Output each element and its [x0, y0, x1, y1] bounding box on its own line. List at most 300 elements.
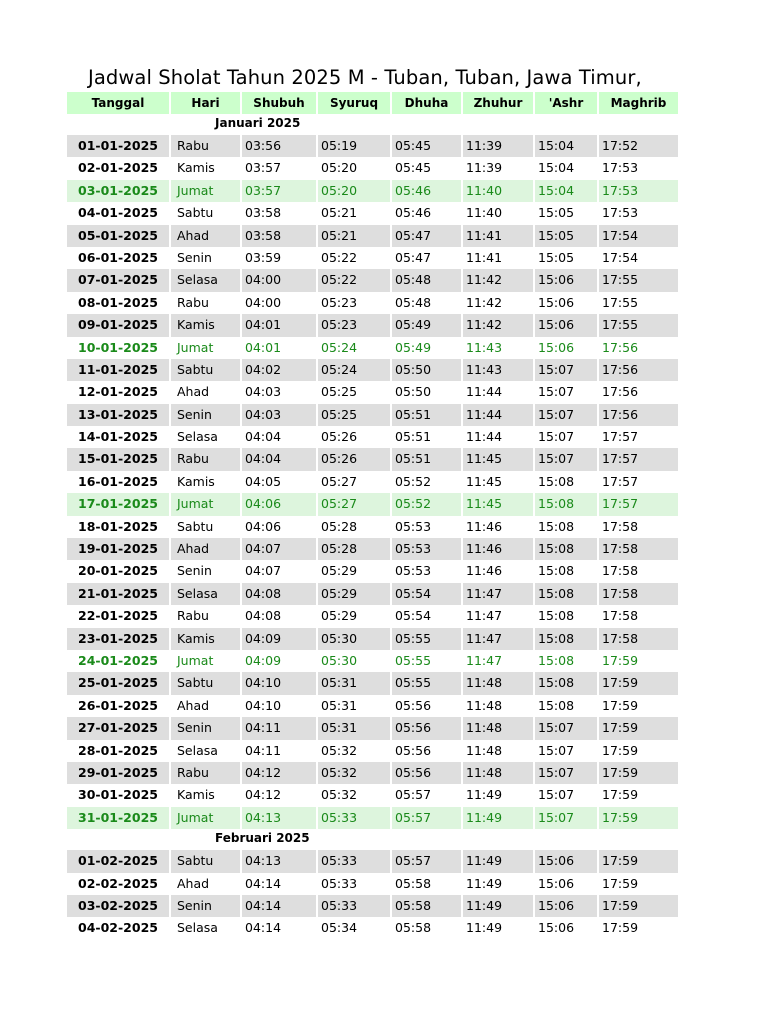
table-row	[67, 873, 678, 895]
dhuha-cell: 05:57	[392, 850, 463, 872]
date-cell: 02-02-2025	[67, 873, 171, 895]
maghrib-cell: 17:59	[599, 895, 678, 917]
day-cell: Ahad	[171, 538, 242, 560]
maghrib-cell: 17:59	[602, 787, 639, 803]
header-ashr: 'Ashr	[535, 92, 599, 114]
maghrib-cell: 17:59	[599, 717, 678, 739]
syuruq-cell: 05:33	[318, 873, 392, 895]
syuruq-cell: 05:23	[318, 292, 392, 314]
dhuha-cell: 05:51	[392, 404, 463, 426]
date-cell: 01-02-2025	[67, 850, 171, 872]
day-cell: Sabtu	[171, 516, 242, 538]
zhuhur-cell: 11:49	[463, 917, 535, 939]
day-cell: Selasa	[171, 583, 242, 605]
syuruq-cell: 05:33	[318, 807, 392, 829]
dhuha-cell: 05:58	[392, 895, 463, 917]
zhuhur-cell: 11:43	[463, 337, 535, 359]
day-cell: Senin	[171, 247, 242, 269]
syuruq-cell: 05:23	[318, 314, 392, 336]
syuruq-cell: 05:20	[318, 180, 392, 202]
maghrib-cell: 17:56	[599, 359, 678, 381]
maghrib-cell: 17:53	[602, 205, 639, 221]
date-cell: 17-01-2025	[67, 493, 171, 515]
zhuhur-cell: 11:48	[463, 717, 535, 739]
zhuhur-cell: 11:42	[463, 269, 535, 291]
ashr-cell: 15:07	[535, 784, 599, 806]
ashr-cell: 15:07	[535, 448, 599, 470]
month-label: Februari 2025	[215, 831, 310, 846]
ashr-cell: 15:05	[535, 225, 599, 247]
zhuhur-cell: 11:47	[463, 583, 535, 605]
ashr-cell: 15:05	[535, 247, 599, 269]
day-cell: Jumat	[171, 493, 242, 515]
table-row	[67, 628, 678, 650]
shubuh-cell: 04:08	[242, 583, 318, 605]
maghrib-cell: 17:58	[599, 583, 678, 605]
shubuh-cell: 04:09	[242, 650, 318, 672]
zhuhur-cell: 11:44	[463, 426, 535, 448]
table-header-row	[67, 92, 678, 114]
ashr-cell: 15:06	[535, 337, 599, 359]
day-cell: Kamis	[171, 628, 242, 650]
table-row	[67, 225, 678, 247]
table-row	[67, 426, 678, 448]
maghrib-cell: 17:59	[602, 875, 639, 891]
date-cell: 01-01-2025	[67, 135, 171, 157]
dhuha-cell: 05:47	[392, 247, 463, 269]
syuruq-cell: 05:21	[318, 225, 392, 247]
syuruq-cell: 05:32	[318, 740, 392, 762]
date-cell: 22-01-2025	[67, 605, 171, 627]
dhuha-cell: 05:58	[392, 917, 463, 939]
dhuha-cell: 05:55	[392, 628, 463, 650]
shubuh-cell: 04:11	[242, 717, 318, 739]
maghrib-cell: 17:59	[599, 807, 678, 829]
date-cell: 02-01-2025	[67, 157, 171, 179]
date-cell: 03-01-2025	[67, 180, 171, 202]
maghrib-cell: 17:56	[602, 339, 639, 355]
ashr-cell: 15:04	[535, 135, 599, 157]
syuruq-cell: 05:26	[318, 448, 392, 470]
dhuha-cell: 05:50	[392, 381, 463, 403]
table-row	[67, 850, 678, 872]
maghrib-cell: 17:58	[602, 518, 639, 534]
header-syuruq: Syuruq	[318, 92, 392, 114]
table-row	[67, 448, 678, 470]
shubuh-cell: 04:04	[242, 448, 318, 470]
maghrib-cell: 17:53	[602, 160, 639, 176]
zhuhur-cell: 11:47	[463, 650, 535, 672]
ashr-cell: 15:08	[535, 538, 599, 560]
ashr-cell: 15:08	[535, 605, 599, 627]
ashr-cell: 15:07	[535, 359, 599, 381]
day-cell: Kamis	[171, 314, 242, 336]
shubuh-cell: 04:07	[242, 560, 318, 582]
maghrib-cell: 17:58	[602, 608, 639, 624]
shubuh-cell: 04:13	[242, 807, 318, 829]
dhuha-cell: 05:48	[392, 269, 463, 291]
table-row	[67, 784, 678, 806]
table-row	[67, 493, 678, 515]
maghrib-cell: 17:55	[599, 314, 678, 336]
syuruq-cell: 05:30	[318, 628, 392, 650]
zhuhur-cell: 11:48	[463, 695, 535, 717]
maghrib-cell: 17:57	[599, 493, 678, 515]
ashr-cell: 15:06	[535, 873, 599, 895]
zhuhur-cell: 11:47	[463, 628, 535, 650]
table-row	[67, 157, 678, 179]
dhuha-cell: 05:56	[392, 740, 463, 762]
day-cell: Rabu	[171, 448, 242, 470]
day-cell: Sabtu	[171, 359, 242, 381]
day-cell: Sabtu	[171, 202, 242, 224]
ashr-cell: 15:07	[535, 404, 599, 426]
dhuha-cell: 05:45	[392, 135, 463, 157]
ashr-cell: 15:08	[535, 516, 599, 538]
syuruq-cell: 05:31	[318, 695, 392, 717]
dhuha-cell: 05:54	[392, 583, 463, 605]
date-cell: 29-01-2025	[67, 762, 171, 784]
shubuh-cell: 03:59	[242, 247, 318, 269]
day-cell: Rabu	[171, 605, 242, 627]
ashr-cell: 15:08	[535, 471, 599, 493]
shubuh-cell: 04:05	[242, 471, 318, 493]
header-maghrib: Maghrib	[599, 92, 678, 114]
maghrib-cell: 17:59	[602, 742, 639, 758]
maghrib-cell: 17:56	[602, 384, 639, 400]
day-cell: Rabu	[171, 762, 242, 784]
zhuhur-cell: 11:46	[463, 538, 535, 560]
syuruq-cell: 05:34	[318, 917, 392, 939]
syuruq-cell: 05:26	[318, 426, 392, 448]
date-cell: 07-01-2025	[67, 269, 171, 291]
shubuh-cell: 03:57	[242, 157, 318, 179]
table-body	[67, 114, 678, 940]
zhuhur-cell: 11:41	[463, 247, 535, 269]
dhuha-cell: 05:52	[392, 471, 463, 493]
table-row	[67, 717, 678, 739]
zhuhur-cell: 11:48	[463, 740, 535, 762]
date-cell: 19-01-2025	[67, 538, 171, 560]
day-cell: Senin	[171, 717, 242, 739]
date-cell: 23-01-2025	[67, 628, 171, 650]
dhuha-cell: 05:51	[392, 448, 463, 470]
table-row	[67, 337, 678, 359]
shubuh-cell: 04:03	[242, 404, 318, 426]
table-row	[67, 404, 678, 426]
day-cell: Rabu	[171, 292, 242, 314]
table-row	[67, 895, 678, 917]
shubuh-cell: 04:04	[242, 426, 318, 448]
shubuh-cell: 04:06	[242, 493, 318, 515]
maghrib-cell: 17:54	[599, 225, 678, 247]
table-row	[67, 135, 678, 157]
dhuha-cell: 05:58	[392, 873, 463, 895]
prayer-schedule-table	[67, 92, 678, 940]
syuruq-cell: 05:22	[318, 269, 392, 291]
day-cell: Ahad	[171, 873, 242, 895]
dhuha-cell: 05:45	[392, 157, 463, 179]
ashr-cell: 15:07	[535, 807, 599, 829]
zhuhur-cell: 11:42	[463, 314, 535, 336]
zhuhur-cell: 11:39	[463, 135, 535, 157]
shubuh-cell: 04:11	[242, 740, 318, 762]
syuruq-cell: 05:24	[318, 359, 392, 381]
dhuha-cell: 05:55	[392, 672, 463, 694]
syuruq-cell: 05:29	[318, 605, 392, 627]
table-row	[67, 762, 678, 784]
maghrib-cell: 17:59	[602, 697, 639, 713]
table-row	[67, 740, 678, 762]
maghrib-cell: 17:59	[599, 850, 678, 872]
dhuha-cell: 05:56	[392, 717, 463, 739]
zhuhur-cell: 11:44	[463, 381, 535, 403]
shubuh-cell: 04:12	[242, 784, 318, 806]
zhuhur-cell: 11:49	[463, 807, 535, 829]
shubuh-cell: 04:08	[242, 605, 318, 627]
maghrib-cell: 17:57	[602, 429, 639, 445]
ashr-cell: 15:04	[535, 157, 599, 179]
table-row	[67, 672, 678, 694]
zhuhur-cell: 11:39	[463, 157, 535, 179]
day-cell: Ahad	[171, 225, 242, 247]
maghrib-cell: 17:54	[602, 249, 639, 265]
zhuhur-cell: 11:46	[463, 516, 535, 538]
day-cell: Selasa	[171, 740, 242, 762]
date-cell: 20-01-2025	[67, 560, 171, 582]
ashr-cell: 15:06	[535, 917, 599, 939]
ashr-cell: 15:08	[535, 650, 599, 672]
syuruq-cell: 05:25	[318, 404, 392, 426]
zhuhur-cell: 11:48	[463, 672, 535, 694]
header-tanggal: Tanggal	[67, 92, 171, 114]
zhuhur-cell: 11:40	[463, 202, 535, 224]
ashr-cell: 15:06	[535, 895, 599, 917]
shubuh-cell: 04:06	[242, 516, 318, 538]
table-row	[67, 359, 678, 381]
syuruq-cell: 05:28	[318, 538, 392, 560]
date-cell: 08-01-2025	[67, 292, 171, 314]
header-zhuhur: Zhuhur	[463, 92, 535, 114]
zhuhur-cell: 11:43	[463, 359, 535, 381]
syuruq-cell: 05:22	[318, 247, 392, 269]
date-cell: 13-01-2025	[67, 404, 171, 426]
syuruq-cell: 05:27	[318, 471, 392, 493]
day-cell: Selasa	[171, 269, 242, 291]
shubuh-cell: 04:14	[242, 873, 318, 895]
date-cell: 31-01-2025	[67, 807, 171, 829]
dhuha-cell: 05:50	[392, 359, 463, 381]
table-row	[67, 695, 678, 717]
date-cell: 11-01-2025	[67, 359, 171, 381]
shubuh-cell: 03:57	[242, 180, 318, 202]
ashr-cell: 15:08	[535, 560, 599, 582]
day-cell: Ahad	[171, 695, 242, 717]
syuruq-cell: 05:31	[318, 672, 392, 694]
date-cell: 28-01-2025	[67, 740, 171, 762]
dhuha-cell: 05:53	[392, 516, 463, 538]
zhuhur-cell: 11:42	[463, 292, 535, 314]
ashr-cell: 15:06	[535, 269, 599, 291]
syuruq-cell: 05:33	[318, 850, 392, 872]
zhuhur-cell: 11:44	[463, 404, 535, 426]
maghrib-cell: 17:59	[599, 762, 678, 784]
ashr-cell: 15:06	[535, 292, 599, 314]
shubuh-cell: 04:14	[242, 895, 318, 917]
zhuhur-cell: 11:49	[463, 895, 535, 917]
dhuha-cell: 05:46	[392, 202, 463, 224]
table-row	[67, 516, 678, 538]
maghrib-cell: 17:59	[602, 920, 639, 936]
date-cell: 27-01-2025	[67, 717, 171, 739]
day-cell: Senin	[171, 895, 242, 917]
ashr-cell: 15:07	[535, 740, 599, 762]
zhuhur-cell: 11:45	[463, 493, 535, 515]
dhuha-cell: 05:49	[392, 314, 463, 336]
day-cell: Senin	[171, 560, 242, 582]
shubuh-cell: 04:02	[242, 359, 318, 381]
table-row	[67, 605, 678, 627]
syuruq-cell: 05:32	[318, 784, 392, 806]
ashr-cell: 15:06	[535, 314, 599, 336]
shubuh-cell: 03:58	[242, 202, 318, 224]
table-row	[67, 381, 678, 403]
date-cell: 04-02-2025	[67, 917, 171, 939]
day-cell: Jumat	[171, 337, 242, 359]
maghrib-cell: 17:56	[599, 404, 678, 426]
date-cell: 26-01-2025	[67, 695, 171, 717]
day-cell: Jumat	[171, 650, 242, 672]
maghrib-cell: 17:58	[599, 628, 678, 650]
shubuh-cell: 04:10	[242, 695, 318, 717]
shubuh-cell: 04:07	[242, 538, 318, 560]
day-cell: Kamis	[171, 784, 242, 806]
dhuha-cell: 05:53	[392, 538, 463, 560]
table-row	[67, 560, 678, 582]
table-row	[67, 292, 678, 314]
dhuha-cell: 05:54	[392, 605, 463, 627]
table-row	[67, 917, 678, 939]
maghrib-cell: 17:55	[602, 294, 639, 310]
shubuh-cell: 04:12	[242, 762, 318, 784]
zhuhur-cell: 11:48	[463, 762, 535, 784]
ashr-cell: 15:07	[535, 381, 599, 403]
header-shubuh: Shubuh	[242, 92, 318, 114]
shubuh-cell: 04:03	[242, 381, 318, 403]
shubuh-cell: 03:58	[242, 225, 318, 247]
table-row	[67, 202, 678, 224]
page-title: Jadwal Sholat Tahun 2025 M - Tuban, Tuban, Jawa Timur,	[88, 66, 642, 89]
table-row	[67, 538, 678, 560]
ashr-cell: 15:08	[535, 695, 599, 717]
ashr-cell: 15:08	[535, 583, 599, 605]
table-row	[67, 247, 678, 269]
date-cell: 05-01-2025	[67, 225, 171, 247]
syuruq-cell: 05:33	[318, 895, 392, 917]
syuruq-cell: 05:20	[318, 157, 392, 179]
day-cell: Sabtu	[171, 672, 242, 694]
date-cell: 15-01-2025	[67, 448, 171, 470]
syuruq-cell: 05:24	[318, 337, 392, 359]
zhuhur-cell: 11:40	[463, 180, 535, 202]
zhuhur-cell: 11:41	[463, 225, 535, 247]
maghrib-cell: 17:59	[599, 672, 678, 694]
syuruq-cell: 05:31	[318, 717, 392, 739]
zhuhur-cell: 11:49	[463, 850, 535, 872]
shubuh-cell: 03:56	[242, 135, 318, 157]
dhuha-cell: 05:47	[392, 225, 463, 247]
day-cell: Ahad	[171, 381, 242, 403]
dhuha-cell: 05:55	[392, 650, 463, 672]
day-cell: Jumat	[171, 180, 242, 202]
day-cell: Selasa	[171, 426, 242, 448]
syuruq-cell: 05:30	[318, 650, 392, 672]
ashr-cell: 15:07	[535, 426, 599, 448]
table-row	[67, 180, 678, 202]
day-cell: Rabu	[171, 135, 242, 157]
day-cell: Jumat	[171, 807, 242, 829]
header-hari: Hari	[171, 92, 242, 114]
day-cell: Senin	[171, 404, 242, 426]
dhuha-cell: 05:56	[392, 695, 463, 717]
day-cell: Sabtu	[171, 850, 242, 872]
maghrib-cell: 17:52	[599, 135, 678, 157]
syuruq-cell: 05:29	[318, 560, 392, 582]
ashr-cell: 15:07	[535, 762, 599, 784]
maghrib-cell: 17:57	[602, 473, 639, 489]
month-heading	[67, 829, 678, 850]
shubuh-cell: 04:09	[242, 628, 318, 650]
date-cell: 30-01-2025	[67, 784, 171, 806]
date-cell: 25-01-2025	[67, 672, 171, 694]
table-row	[67, 650, 678, 672]
zhuhur-cell: 11:49	[463, 873, 535, 895]
ashr-cell: 15:04	[535, 180, 599, 202]
date-cell: 06-01-2025	[67, 247, 171, 269]
syuruq-cell: 05:21	[318, 202, 392, 224]
date-cell: 03-02-2025	[67, 895, 171, 917]
dhuha-cell: 05:49	[392, 337, 463, 359]
maghrib-cell: 17:53	[599, 180, 678, 202]
shubuh-cell: 04:14	[242, 917, 318, 939]
dhuha-cell: 05:48	[392, 292, 463, 314]
zhuhur-cell: 11:45	[463, 471, 535, 493]
table-row	[67, 471, 678, 493]
ashr-cell: 15:05	[535, 202, 599, 224]
day-cell: Selasa	[171, 917, 242, 939]
syuruq-cell: 05:28	[318, 516, 392, 538]
date-cell: 16-01-2025	[67, 471, 171, 493]
syuruq-cell: 05:27	[318, 493, 392, 515]
shubuh-cell: 04:01	[242, 314, 318, 336]
shubuh-cell: 04:00	[242, 292, 318, 314]
zhuhur-cell: 11:46	[463, 560, 535, 582]
dhuha-cell: 05:56	[392, 762, 463, 784]
dhuha-cell: 05:51	[392, 426, 463, 448]
shubuh-cell: 04:00	[242, 269, 318, 291]
month-heading	[67, 114, 678, 135]
dhuha-cell: 05:53	[392, 560, 463, 582]
maghrib-cell: 17:57	[599, 448, 678, 470]
maghrib-cell: 17:58	[602, 563, 639, 579]
date-cell: 09-01-2025	[67, 314, 171, 336]
maghrib-cell: 17:55	[599, 269, 678, 291]
shubuh-cell: 04:10	[242, 672, 318, 694]
syuruq-cell: 05:19	[318, 135, 392, 157]
date-cell: 18-01-2025	[67, 516, 171, 538]
date-cell: 10-01-2025	[67, 337, 171, 359]
dhuha-cell: 05:52	[392, 493, 463, 515]
